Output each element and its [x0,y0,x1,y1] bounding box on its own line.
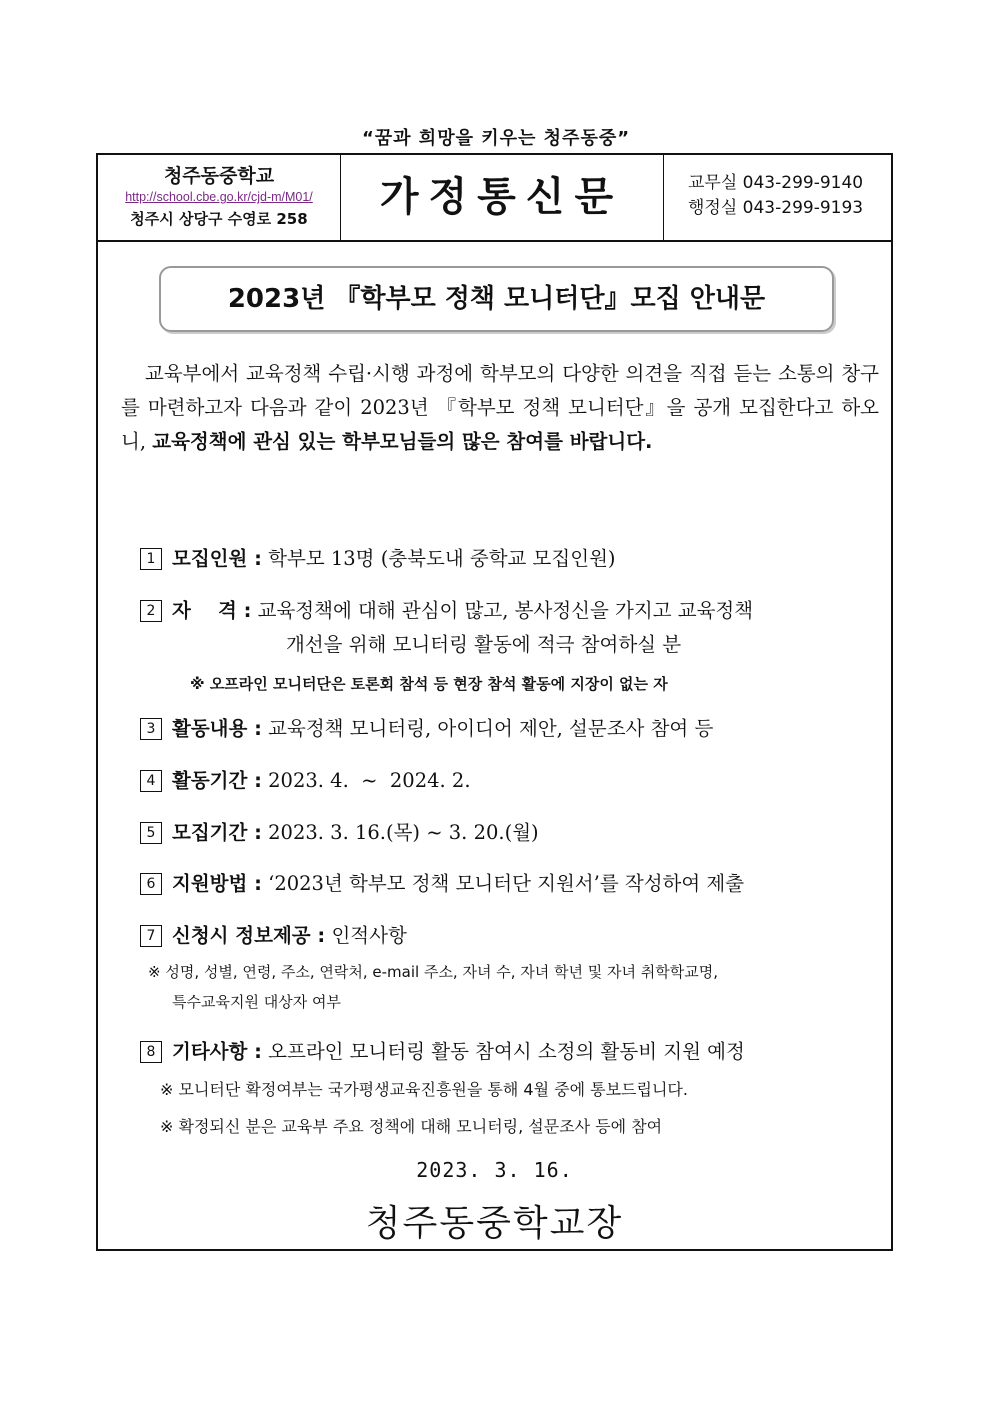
school-info [98,155,341,240]
item-number: 4 [140,770,162,792]
item-value: 교육정책 모니터링, 아이디어 제안, 설문조사 참여 등 [268,717,714,740]
contact-admin-office: 행정실 043-299-9193 [688,198,864,218]
item-label: 모집인원 : [172,547,262,570]
other-note-1: ※ 모니터단 확정여부는 국가평생교육진흥원을 통해 4월 중에 통보드립니다. [160,1080,688,1099]
intro-paragraph [121,357,879,459]
item-label: 활동내용 : [172,717,262,740]
item-value: 인적사항 [331,924,407,947]
school-address: 청주시 상당구 수영로 258 [130,210,308,228]
item-application-method [140,867,744,901]
item-number: 5 [140,822,162,844]
qualification-note: ※ 오프라인 모니터단은 토론회 참석 등 현장 참석 활동에 지장이 없는 자 [190,675,668,693]
item-number: 1 [140,548,162,570]
item-value: 2023. 3. 16.(목) ~ 3. 20.(월) [268,821,539,844]
item-value: 교육정책에 대해 관심이 많고, 봉사정신을 가지고 교육정책 [257,599,754,622]
item-number: 2 [140,600,162,622]
item-info-provision [140,919,407,953]
document-type-title: 가정통신문 [340,155,664,240]
other-note-2: ※ 확정되신 분은 교육부 주요 정책에 대해 모니터링, 설문조사 등에 참여 [160,1117,663,1136]
issue-date: 2023. 3. 16. [416,1158,573,1182]
item-number: 3 [140,718,162,740]
principal-signature: 청주동중학교장 [365,1203,624,1244]
intro-emphasis: 교육정책에 관심 있는 학부모님들의 많은 참여를 바랍니다. [152,430,653,453]
contact-info [664,171,889,221]
intro-text: 교육부에서 교육정책 수립·시행 과정에 학부모의 다양한 의견을 직접 듣는 소통의 창구를 마련하고자 다음과 같이 2023년 『학부모 정책 모니터단』을 공개 모집한다고 하오니, [121,362,879,453]
item-value: 학부모 13명 (충북도내 중학교 모집인원) [268,547,616,570]
item-label: 자 격 : [172,599,252,622]
info-provision-note-line2: 특수교육지원 대상자 여부 [172,993,341,1011]
newsletter-frame [96,153,893,1251]
item-number: 7 [140,925,162,947]
item-value: ‘2023년 학부모 정책 모니터단 지원서’를 작성하여 제출 [268,872,745,895]
item-value: 2023. 4. ~ 2024. 2. [268,769,471,792]
item-activity-content [140,712,713,746]
item-number: 8 [140,1041,162,1063]
school-slogan: “꿈과 희망을 키우는 청주동중” [361,128,631,149]
item-label: 기타사항 : [172,1040,262,1063]
letterhead [98,155,891,242]
item-activity-period [140,764,471,798]
item-label: 신청시 정보제공 : [172,924,326,947]
item-qualification-line2: 개선을 위해 모니터링 활동에 적극 참여하실 분 [286,633,682,656]
school-name: 청주동중학교 [163,165,275,187]
item-label: 모집기간 : [172,821,262,844]
item-label: 활동기간 : [172,769,262,792]
info-provision-note: ※ 성명, 성별, 연령, 주소, 연락처, e-mail 주소, 자녀 수, 자녀 학년 및 자녀 취학학교명, [148,963,718,981]
item-number: 6 [140,873,162,895]
contact-academic-office: 교무실 043-299-9140 [688,173,864,193]
item-label: 지원방법 : [172,872,262,895]
item-other-notes [140,1035,745,1069]
school-url-link[interactable]: http://school.cbe.go.kr/cjd-m/M01/ [125,190,313,204]
item-recruit-period [140,816,539,850]
item-value: 오프라인 모니터링 활동 참여시 소정의 활동비 지원 예정 [268,1040,745,1063]
item-recruit-count [140,542,616,576]
item-qualification [140,594,753,628]
notice-title: 2023년 『학부모 정책 모니터단』모집 안내문 [159,266,834,332]
